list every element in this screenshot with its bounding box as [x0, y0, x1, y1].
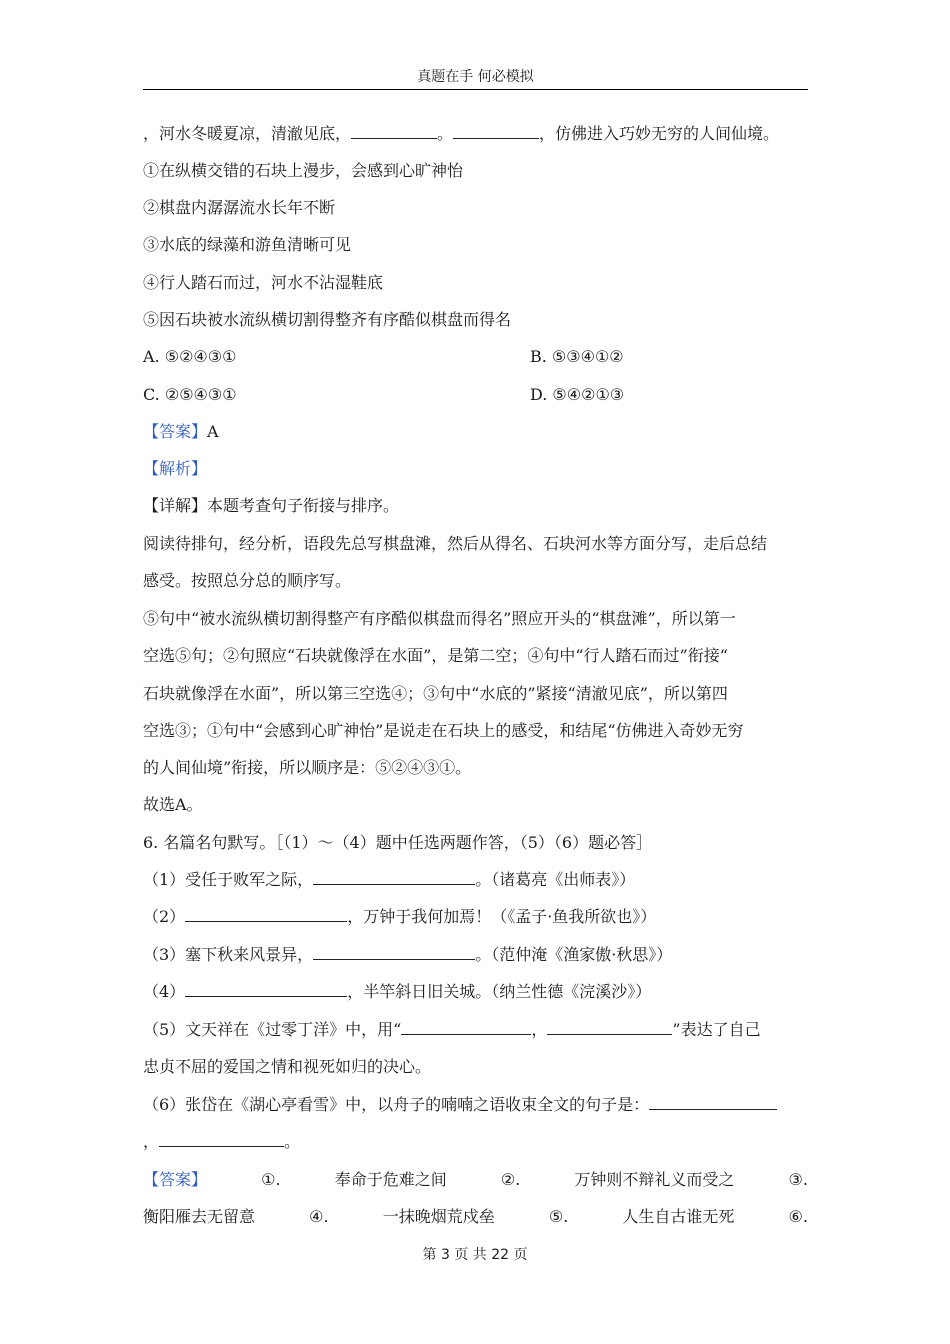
q6-item-text: 。（诸葛亮《出师表》） [475, 870, 636, 889]
q6-item-text: 。（范仲淹《渔家傲·秋思》） [475, 945, 673, 964]
question-text-part: 。 [437, 124, 454, 143]
detail-heading [143, 496, 808, 516]
question-text-part: ，河水冬暖夏凉，清澈见底， [143, 124, 352, 143]
detail-paragraph: 感受。按照总分总的顺序写。 [143, 571, 352, 590]
q6-item-5 [143, 1020, 808, 1040]
answer-blank [185, 982, 347, 997]
sentence-1: ①在纵横交错的石块上漫步，会感到心旷神怡 [143, 161, 464, 180]
option-d: D. ⑤④②①③ [530, 385, 625, 404]
q6-item-text: 。 [284, 1132, 301, 1151]
q6-item-5-cont: 忠贞不屈的爱国之情和视死如归的决心。 [143, 1057, 432, 1076]
detail-paragraph: ⑤句中“被水流纵横切割得整产有序酷似棋盘而得名”照应开头的“棋盘滩”，所以第一 [143, 609, 736, 628]
q6-item-1 [143, 870, 808, 890]
answer-blank [351, 124, 437, 139]
detail-paragraph: 空选③；①句中“会感到心旷神怡”是说走在石块上的感受，和结尾“仿佛进入奇妙无穷 [143, 721, 744, 740]
q6-item-6 [143, 1095, 808, 1115]
answer-text: 奉命于危难之间 [334, 1170, 447, 1189]
answer-blank [159, 1132, 284, 1147]
answer-text: 一抹晚烟荒戍垒 [382, 1207, 495, 1226]
q6-item-text: （3）塞下秋来风景异， [143, 945, 314, 964]
answer-text: 万钟则不辩礼义而受之 [574, 1170, 735, 1189]
answer-6-row-2 [143, 1207, 808, 1227]
detail-conclusion: 故选A。 [143, 795, 203, 814]
q6-item-6-cont [143, 1132, 808, 1152]
sentence-3: ③水底的绿藻和游鱼清晰可见 [143, 235, 352, 254]
answer-number: ②. [500, 1170, 521, 1189]
q6-item-text: （4） [143, 982, 186, 1001]
q6-item-text: ”表达了自己 [672, 1020, 761, 1039]
sentence-2: ②棋盘内潺潺流水长年不断 [143, 198, 336, 217]
answer-value: A [207, 422, 219, 441]
answer-number: ⑤. [548, 1207, 569, 1226]
question-text [143, 124, 808, 144]
answer-number: ④. [309, 1207, 329, 1226]
detail-label: 【详解】 [143, 496, 208, 515]
answer-blank [453, 124, 539, 139]
answer-text: 衡阳雁去无留意 [143, 1207, 256, 1226]
sentence-4: ④行人踏石而过，河水不沾湿鞋底 [143, 273, 384, 292]
page-header: 真题在手 何必模拟 [417, 69, 534, 85]
option-b: B. ⑤③④①② [530, 347, 624, 366]
option-c: C. ②⑤④③① [143, 385, 237, 404]
answer-blank [313, 870, 475, 885]
q6-item-text: ，万钟于我何加焉！（《孟子·鱼我所欲也》） [347, 907, 657, 926]
answer-5 [143, 422, 808, 442]
detail-paragraph: 阅读待排句，经分析，语段先总写棋盘滩，然后从得名、石块河水等方面分写，走后总结 [143, 534, 768, 553]
q6-item-text: （6）张岱在《湖心亭看雪》中，以舟子的喃喃之语收束全文的句子是： [143, 1095, 650, 1114]
detail-paragraph: 空选⑤句；②句照应“石块就像浮在水面”，是第二空；④句中“行人踏石而过”衔接“ [143, 646, 728, 665]
question-text-part: ，仿佛进入巧妙无穷的人间仙境。 [539, 124, 780, 143]
detail-paragraph: 的人间仙境”衔接，所以顺序是：⑤②④③①。 [143, 758, 472, 777]
question-6-title: 6. 名篇名句默写。［（1）～（4）题中任选两题作答，（5）（6）题必答］ [143, 833, 653, 852]
q6-item-text: ，半竿斜日旧关城。（纳兰性德《浣溪沙》） [347, 982, 652, 1001]
answer-text: 人生自古谁无死 [622, 1207, 735, 1226]
q6-item-2 [143, 907, 808, 927]
q6-item-text: ， [143, 1132, 160, 1151]
q6-item-text: ， [531, 1020, 548, 1039]
option-a: A. ⑤②④③① [143, 347, 237, 366]
detail-text: 本题考查句子衔接与排序。 [207, 496, 400, 515]
answer-blank [313, 945, 475, 960]
detail-paragraph: 石块就像浮在水面”，所以第三空选④；③句中“水底的”紧接“清澈见底”，所以第四 [143, 684, 728, 703]
answer-number: ⑥. [788, 1207, 808, 1226]
answer-blank [649, 1095, 777, 1110]
answer-6-row-1 [143, 1170, 808, 1190]
q6-item-4 [143, 982, 808, 1002]
analysis-label: 【解析】 [143, 459, 208, 478]
answer-label: 【答案】 [143, 1170, 208, 1189]
answer-blank [185, 907, 347, 922]
answer-blank [401, 1020, 531, 1035]
header-divider [143, 89, 808, 90]
q6-item-3 [143, 945, 808, 965]
answer-number: ①. [261, 1170, 281, 1189]
answer-blank [547, 1020, 672, 1035]
q6-item-text: （2） [143, 907, 186, 926]
answer-number: ③. [788, 1170, 808, 1189]
q6-item-text: （5）文天祥在《过零丁洋》中，用“ [143, 1020, 402, 1039]
sentence-5: ⑤因石块被水流纵横切割得整齐有序酷似棋盘而得名 [143, 310, 512, 329]
page-footer: 第 3 页 共 22 页 [422, 1247, 528, 1263]
q6-item-text: （1）受任于败军之际， [143, 870, 314, 889]
answer-label: 【答案】 [143, 422, 208, 441]
